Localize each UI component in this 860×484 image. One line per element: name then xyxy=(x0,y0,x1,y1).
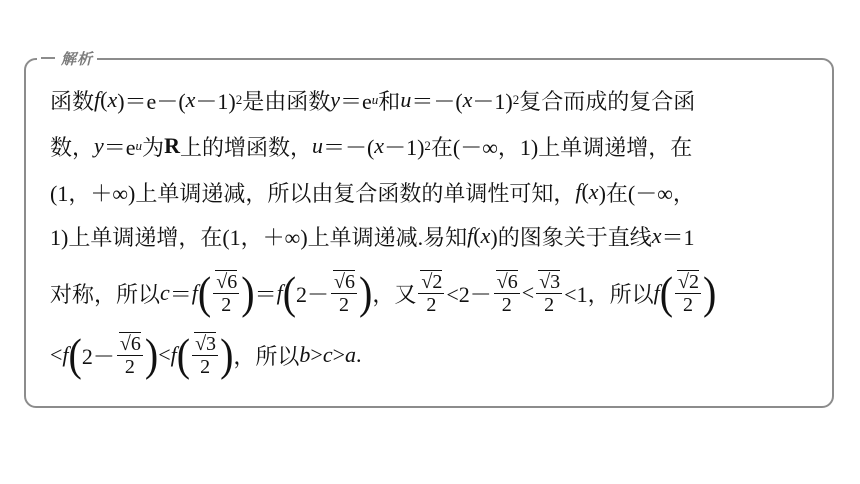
text: <1，所以 xyxy=(564,281,654,307)
denominator: 2 xyxy=(683,293,694,316)
var-a: a xyxy=(345,342,357,367)
sqrt-2: √2 xyxy=(421,270,443,293)
text: 2－ xyxy=(296,281,330,307)
left-paren: ( xyxy=(176,328,191,381)
text: 函数 xyxy=(50,88,95,114)
var-x: x xyxy=(185,87,196,112)
text: 为 xyxy=(142,134,165,160)
text: －1) xyxy=(472,88,513,114)
right-paren: ) xyxy=(220,328,234,381)
text: . xyxy=(356,342,362,367)
text: 在(－∞，1)上单调递增，在 xyxy=(430,134,693,160)
sqrt-6: √6 xyxy=(119,332,141,355)
var-f: f xyxy=(62,342,69,367)
denominator: 2 xyxy=(200,355,211,378)
var-f: f xyxy=(467,223,474,248)
text: ＝ xyxy=(254,281,277,307)
text: ＝e xyxy=(340,88,372,114)
text: < xyxy=(50,342,63,367)
text: ( xyxy=(473,223,481,248)
text: 复合而成的复合函 xyxy=(519,88,696,114)
sqrt-6: √6 xyxy=(334,270,356,293)
denominator: 2 xyxy=(544,293,555,316)
denominator: 2 xyxy=(124,355,135,378)
text: )的图象关于直线 xyxy=(490,224,652,250)
var-f: f xyxy=(191,280,198,305)
sqrt-3: √3 xyxy=(195,332,217,355)
text: －1) xyxy=(384,134,425,160)
text: 1)上单调递增，在(1，＋∞)上单调递减.易知 xyxy=(50,224,468,250)
text: 数， xyxy=(50,134,95,160)
var-c: c xyxy=(160,280,170,305)
var-y: y xyxy=(330,87,341,112)
text: ＝－( xyxy=(411,88,463,114)
analysis-tag xyxy=(37,47,97,69)
text: ＝－( xyxy=(322,134,375,160)
text-line-5 xyxy=(50,266,717,319)
fraction xyxy=(192,333,218,378)
left-paren: ( xyxy=(197,266,212,319)
var-f: f xyxy=(653,280,660,305)
exponent-u: u xyxy=(371,92,379,107)
var-x: x xyxy=(480,223,491,248)
sqrt-6: √6 xyxy=(496,270,518,293)
text: ＝ xyxy=(169,281,192,307)
text-line-2: 数， y ＝e u 为 R 上的增函数， u ＝－( x －1) 2 在(－∞，1)上单调递增，在 xyxy=(50,125,692,167)
fraction xyxy=(675,271,701,316)
text: )在(－∞， xyxy=(598,180,695,206)
right-paren: ) xyxy=(241,266,255,319)
left-paren: ( xyxy=(282,266,297,319)
tag-divider xyxy=(41,57,55,59)
var-x: x xyxy=(651,223,662,248)
text-line-6 xyxy=(50,328,362,381)
text-line-1: 函数 f ( x )＝e－( x －1) 2 是由函数 y ＝e u 和 u ＝－( x －1) 2 复合而成的复合函 xyxy=(50,79,695,121)
right-paren: ) xyxy=(144,328,159,381)
text: < xyxy=(158,342,171,367)
var-x: x xyxy=(374,133,385,158)
text: > xyxy=(332,342,346,367)
text: 上的增函数， xyxy=(179,134,312,160)
text: > xyxy=(310,342,323,367)
var-f: f xyxy=(575,179,582,204)
var-u: u xyxy=(311,133,323,158)
var-f: f xyxy=(276,280,283,305)
var-u: u xyxy=(400,87,412,112)
fraction xyxy=(117,333,143,378)
fraction xyxy=(494,271,520,316)
fraction xyxy=(418,271,444,316)
fraction xyxy=(331,271,357,316)
denominator: 2 xyxy=(501,293,512,316)
set-R: R xyxy=(164,133,180,158)
var-x: x xyxy=(588,179,599,204)
text-line-3 xyxy=(50,171,695,213)
tag-label: 解析 xyxy=(61,49,94,68)
text: )＝e－( xyxy=(117,88,186,114)
text: < xyxy=(521,280,535,305)
text: －1) xyxy=(195,88,236,114)
var-f: f xyxy=(170,342,177,367)
text: 和 xyxy=(378,88,401,114)
text: 2－ xyxy=(81,343,115,369)
sqrt-2: √2 xyxy=(678,270,700,293)
right-paren: ) xyxy=(359,266,373,319)
text: ，又 xyxy=(372,281,417,307)
var-y: y xyxy=(94,133,104,158)
text: (1，＋∞)上单调递减，所以由复合函数的单调性可知， xyxy=(50,180,576,206)
text: ＝1 xyxy=(661,224,695,250)
var-c: c xyxy=(322,342,333,367)
var-x: x xyxy=(107,87,118,112)
var-b: b xyxy=(299,342,311,367)
exponent-u: u xyxy=(135,138,143,153)
var-x: x xyxy=(462,87,473,112)
text-line-4 xyxy=(50,215,695,257)
left-paren: ( xyxy=(659,266,674,319)
sqrt-6: √6 xyxy=(216,270,238,293)
text: ，所以 xyxy=(233,343,300,369)
right-paren: ) xyxy=(703,266,717,319)
text: ( xyxy=(581,179,589,204)
fraction xyxy=(536,271,562,316)
left-paren: ( xyxy=(68,328,82,381)
denominator: 2 xyxy=(221,293,232,316)
text: 是由函数 xyxy=(242,88,331,114)
text: 对称，所以 xyxy=(50,281,161,307)
text: <2－ xyxy=(446,281,492,307)
denominator: 2 xyxy=(426,293,437,316)
fraction xyxy=(213,271,239,316)
denominator: 2 xyxy=(339,293,350,316)
text: ( xyxy=(100,87,108,112)
sqrt-3: √3 xyxy=(539,270,561,293)
text: ＝e xyxy=(103,134,136,160)
var-f: f xyxy=(94,87,101,112)
